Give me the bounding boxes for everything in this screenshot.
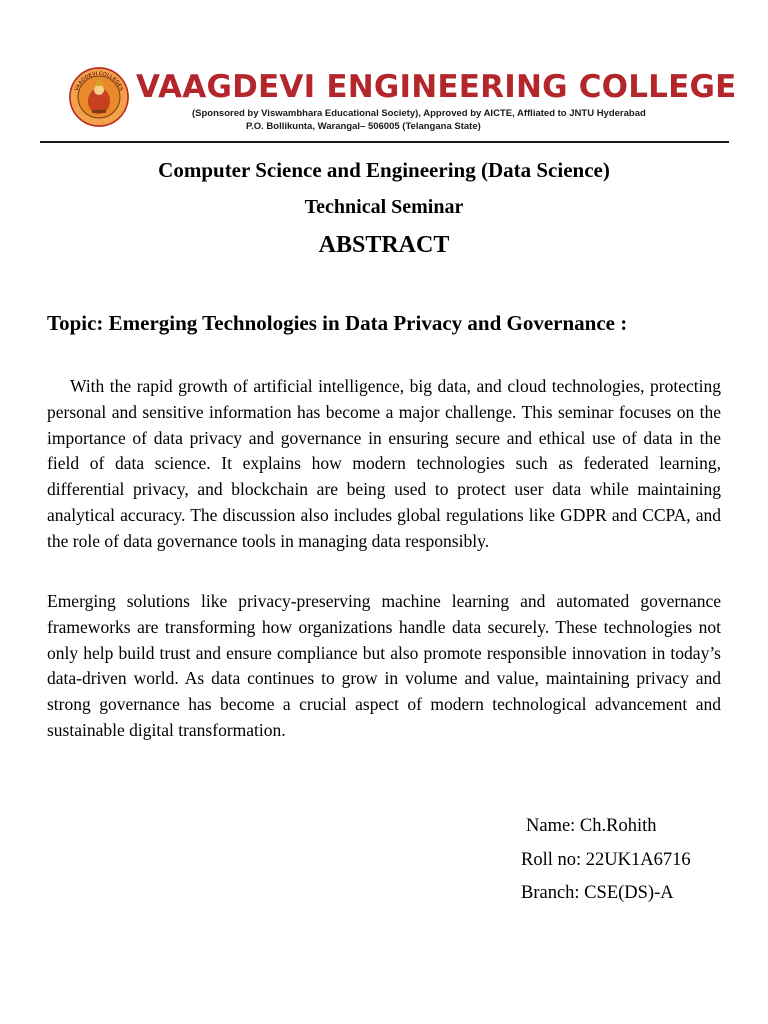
abstract-paragraph-2: Emerging solutions like privacy-preserving machine learning and automated governance frameworks are transforming how organizations handle data securely. These technologies not only help build trust and ensure compliance but also promote responsible innovation in today’s data-driven world. As data continues to grow in volume and value, maintaining privacy and strong governance has become a crucial aspect of modern technological advancement and sustainable digital transformation. <box>47 591 721 740</box>
department-title: Computer Science and Engineering (Data Science) <box>158 158 610 182</box>
student-roll-number: Roll no: 22UK1A6716 <box>521 850 691 870</box>
college-logo-icon <box>68 66 130 128</box>
abstract-paragraph-1: With the rapid growth of artificial intelligence, big data, and cloud technologies, protecting personal and sensitive information has become a major challenge. This seminar focuses on the importance of data privacy and governance in ensuring secure and ethical use of data in the field of data science. It explains how modern technologies such as federated learning, differential privacy, and blockchain are being used to protect user data while maintaining analytical accuracy. The discussion also includes global regulations like GDPR and CCPA, and the role of data governance tools in managing data responsibly. <box>47 376 721 551</box>
seminar-title: Technical Seminar <box>304 196 464 218</box>
college-header <box>68 64 737 134</box>
student-name: Name: Ch.Rohith <box>526 816 657 836</box>
abstract-heading: ABSTRACT <box>318 232 450 258</box>
header-divider <box>40 141 729 143</box>
student-branch: Branch: CSE(DS)-A <box>521 883 674 903</box>
college-address-line: P.O. Bollikunta, Warangal– 506005 (Telangana State) <box>246 121 481 132</box>
logo-text: VAAGDEVI COLLEGES <box>73 70 125 92</box>
college-sponsor-line: (Sponsored by Viswambhara Educational Society), Approved by AICTE, Affliated to JNTU Hyderabad <box>192 108 646 119</box>
topic-heading: Topic: Emerging Technologies in Data Privacy and Governance : <box>47 311 628 335</box>
college-name: VAAGDEVI ENGINEERING COLLEGE <box>136 69 737 105</box>
